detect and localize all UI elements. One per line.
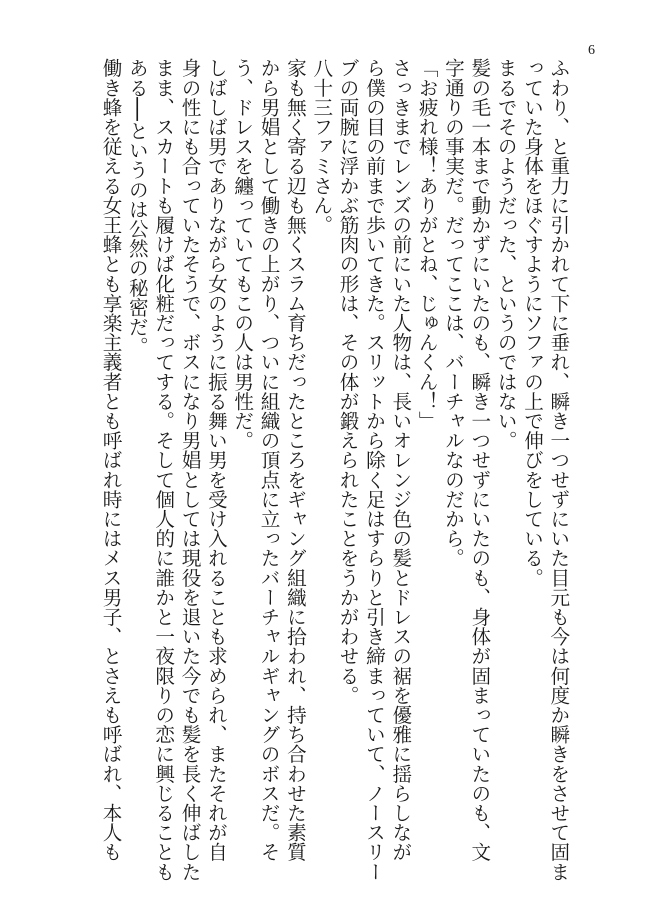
text-line: から男娼として働きの上がり、ついに組織の頂点に立ったバーチャルギャングのボスだ。そ — [257, 58, 281, 862]
text-line: ブの両腕に浮かぶ筋肉の形は、その体が鍛えられたことをうかがわせる。 — [336, 58, 360, 705]
text-line: 働き蜂を従える女王蜂とも享楽主義者とも呼ばれ時にはメス男子、とさえも呼ばれ、本人も — [99, 58, 122, 862]
text-line: っていた身体をほぐすようにソファの上で伸びをしている。 — [520, 58, 544, 588]
text-line: しばしば男でありながら女のように振る舞い男を受け入れることも求められ、またそれが自 — [204, 58, 228, 862]
text-line: 八十三ファミさん。 — [309, 58, 333, 235]
text-line: ら僕の目の前まで歩いてきた。スリットから除く足はすらりと引き締まっていて、ノースリー — [362, 58, 386, 882]
body-text — [99, 58, 570, 882]
text-line: 「お疲れ様！ありがとね、じゅんくん！」 — [415, 58, 439, 431]
text-line: さっきまでレンズの前にいた人物は、長いオレンジ色の髪とドレスの裾を優雅に揺らしなが — [388, 58, 412, 862]
text-line: ふわり、と重力に引かれて下に垂れ、瞬き一つせずにいた目元も今は何度か瞬きをさせて固ま — [546, 58, 570, 882]
text-line: 字通りの事実だ。だってここは、バーチャルなのだから。 — [441, 58, 465, 568]
page-number: 6 — [588, 43, 595, 58]
text-line: 家も無く寄る辺も無くスラム育ちだったところをギャング組織に拾われ、持ち合わせた素質 — [283, 58, 307, 862]
text-line: まるでそのようだった、というのではない。 — [494, 58, 518, 450]
text-line: 髪の毛一本まで動かずにいたのも、瞬き一つせずにいたのも、身体が固まっていたのも、文 — [467, 58, 491, 862]
text-line: ある──というのは公然の秘密だ。 — [125, 58, 149, 356]
text-line: まま、スカートも履けば化粧だってする。そして個人的に誰かと一夜限りの恋に興じることも — [151, 58, 175, 882]
text-line: う、ドレスを纏っていてもこの人は男性だ。 — [230, 58, 254, 450]
text-line: 身の性にも合っていたそうで、ボスになり男娼としては現役を退いた今でも髪を長く伸ばした — [178, 58, 202, 882]
